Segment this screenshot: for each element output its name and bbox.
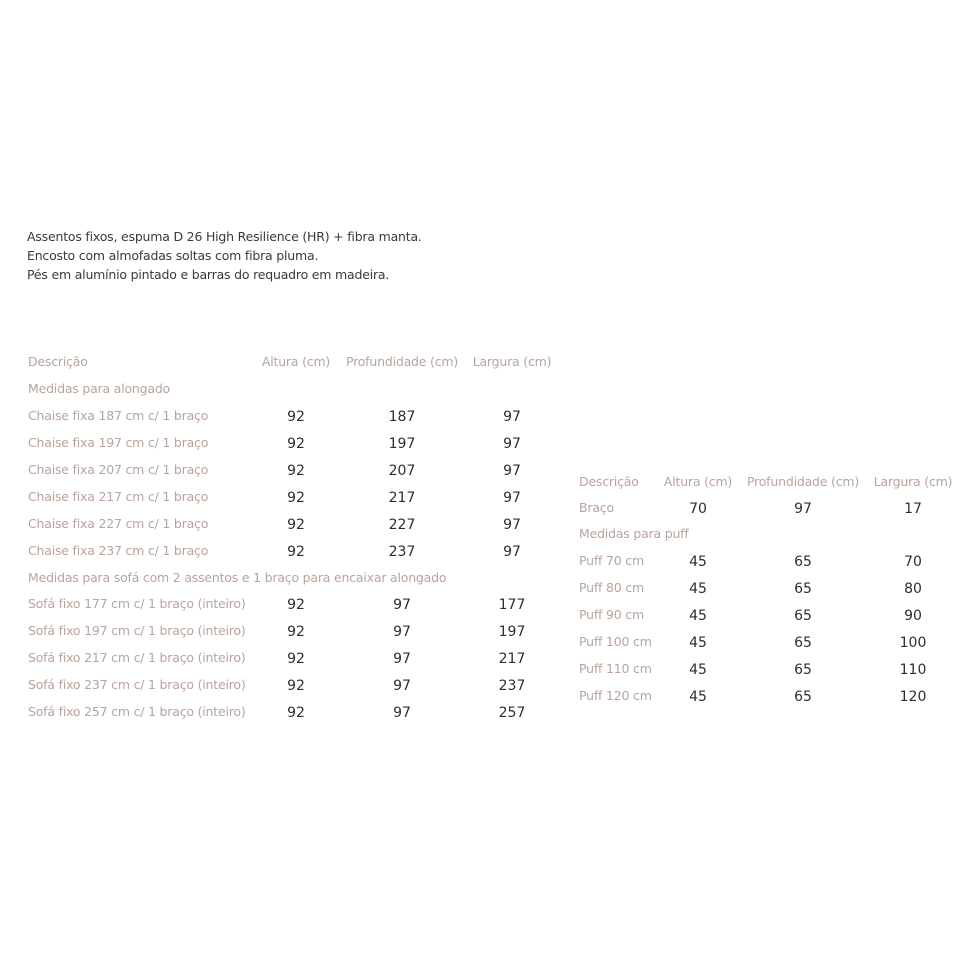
row-profundidade: 65	[794, 581, 812, 597]
row-largura: 97	[503, 517, 521, 533]
row-description: Puff 100 cm	[579, 634, 652, 649]
row-largura: 237	[498, 678, 526, 694]
row-description: Puff 70 cm	[579, 553, 644, 568]
row-profundidade: 97	[393, 624, 411, 640]
row-profundidade: 65	[794, 554, 812, 570]
header-altura: Altura (cm)	[261, 354, 331, 369]
row-altura: 92	[287, 517, 305, 533]
row-profundidade: 97	[393, 705, 411, 721]
row-profundidade: 197	[388, 436, 416, 452]
description-line: Encosto com almofadas soltas com fibra pluma.	[27, 248, 319, 263]
row-description: Puff 80 cm	[579, 580, 644, 595]
group-alongado-label: Medidas para alongado	[28, 381, 171, 396]
row-description: Puff 90 cm	[579, 607, 644, 622]
row-profundidade: 65	[794, 635, 812, 651]
row-altura: 92	[287, 409, 305, 425]
row-description: Chaise fixa 227 cm c/ 1 braço	[28, 516, 209, 531]
row-altura: 70	[689, 501, 707, 517]
row-description: Puff 110 cm	[579, 661, 652, 676]
row-largura: 257	[498, 705, 526, 721]
product-description	[27, 227, 422, 284]
row-profundidade: 97	[393, 651, 411, 667]
header-largura: Largura (cm)	[873, 474, 953, 489]
row-altura: 92	[287, 436, 305, 452]
row-largura: 100	[899, 635, 927, 651]
row-altura: 92	[287, 705, 305, 721]
row-profundidade: 97	[393, 678, 411, 694]
description-line: Assentos fixos, espuma D 26 High Resilience (HR) + fibra manta.	[27, 229, 422, 244]
row-largura: 97	[503, 463, 521, 479]
header-altura: Altura (cm)	[663, 474, 733, 489]
header-descricao: Descrição	[579, 474, 639, 489]
row-profundidade: 237	[388, 544, 416, 560]
row-altura: 45	[689, 662, 707, 678]
group-sofa-label: Medidas para sofá com 2 assentos e 1 braço para encaixar alongado	[28, 570, 447, 585]
row-altura: 45	[689, 608, 707, 624]
row-profundidade: 65	[794, 608, 812, 624]
row-largura: 70	[904, 554, 922, 570]
row-description: Sofá fixo 197 cm c/ 1 braço (inteiro)	[28, 623, 246, 638]
row-profundidade: 65	[794, 662, 812, 678]
row-largura: 97	[503, 436, 521, 452]
row-profundidade: 97	[794, 501, 812, 517]
row-profundidade: 227	[388, 517, 416, 533]
row-largura: 17	[904, 501, 922, 517]
row-largura: 110	[899, 662, 927, 678]
row-altura: 45	[689, 689, 707, 705]
row-altura: 92	[287, 651, 305, 667]
row-profundidade: 207	[388, 463, 416, 479]
row-description: Sofá fixo 217 cm c/ 1 braço (inteiro)	[28, 650, 246, 665]
group-puff-label: Medidas para puff	[579, 526, 689, 541]
row-description: Sofá fixo 257 cm c/ 1 braço (inteiro)	[28, 704, 246, 719]
row-largura: 217	[498, 651, 526, 667]
row-description: Chaise fixa 217 cm c/ 1 braço	[28, 489, 209, 504]
row-description: Chaise fixa 237 cm c/ 1 braço	[28, 543, 209, 558]
row-profundidade: 187	[388, 409, 416, 425]
row-profundidade: 97	[393, 597, 411, 613]
row-description: Chaise fixa 187 cm c/ 1 braço	[28, 408, 209, 423]
row-largura: 90	[904, 608, 922, 624]
row-largura: 97	[503, 490, 521, 506]
row-altura: 92	[287, 463, 305, 479]
row-largura: 97	[503, 544, 521, 560]
row-description: Chaise fixa 207 cm c/ 1 braço	[28, 462, 209, 477]
row-altura: 92	[287, 597, 305, 613]
row-description: Braço	[579, 500, 614, 515]
row-altura: 45	[689, 554, 707, 570]
row-altura: 92	[287, 624, 305, 640]
header-descricao: Descrição	[28, 354, 88, 369]
row-largura: 197	[498, 624, 526, 640]
row-altura: 45	[689, 581, 707, 597]
description-line: Pés em alumínio pintado e barras do requadro em madeira.	[27, 267, 390, 282]
row-profundidade: 65	[794, 689, 812, 705]
row-description: Chaise fixa 197 cm c/ 1 braço	[28, 435, 209, 450]
row-altura: 92	[287, 544, 305, 560]
row-largura: 177	[498, 597, 526, 613]
row-altura: 92	[287, 490, 305, 506]
row-profundidade: 217	[388, 490, 416, 506]
row-largura: 80	[904, 581, 922, 597]
header-largura: Largura (cm)	[472, 354, 552, 369]
row-description: Puff 120 cm	[579, 688, 652, 703]
header-profundidade: Profundidade (cm)	[345, 354, 459, 369]
row-largura: 97	[503, 409, 521, 425]
row-altura: 45	[689, 635, 707, 651]
row-largura: 120	[899, 689, 927, 705]
row-description: Sofá fixo 237 cm c/ 1 braço (inteiro)	[28, 677, 246, 692]
header-profundidade: Profundidade (cm)	[746, 474, 860, 489]
row-description: Sofá fixo 177 cm c/ 1 braço (inteiro)	[28, 596, 246, 611]
row-altura: 92	[287, 678, 305, 694]
